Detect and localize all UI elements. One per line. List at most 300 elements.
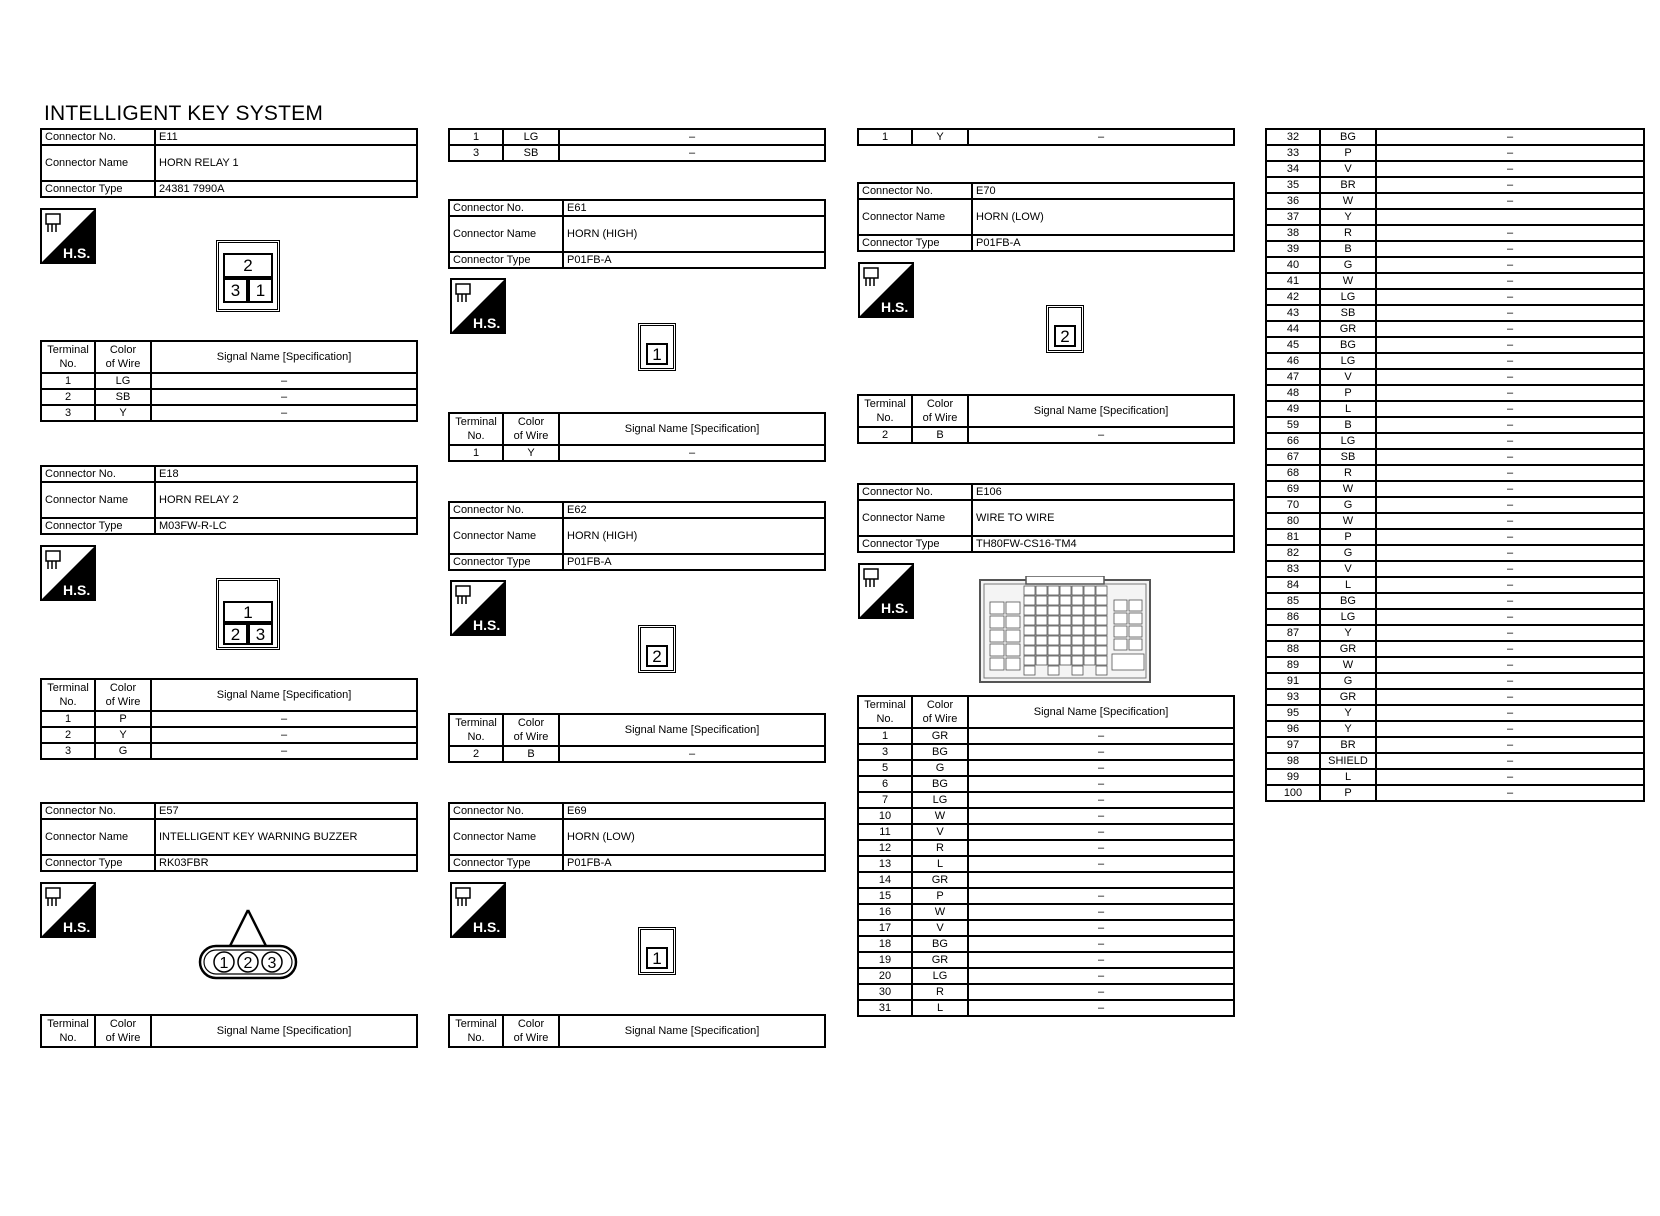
table-row: 1 LG – — [41, 373, 417, 389]
connector-type-value: 24381 7990A — [155, 181, 417, 197]
connector-name-label: Connector Name — [41, 145, 155, 181]
table-row — [1266, 401, 1644, 417]
terminal-table-e69-continued — [857, 128, 1235, 146]
wire-color-cell: BR — [1320, 737, 1376, 753]
svg-text:H.S.: H.S. — [473, 919, 501, 935]
wire-color-cell: L — [1320, 401, 1376, 417]
terminal-no-cell: 88 — [1266, 641, 1320, 657]
hs-icon — [450, 580, 506, 636]
terminal-no-cell: 91 — [1266, 673, 1320, 689]
wire-color-cell: R — [1320, 225, 1376, 241]
pin-cavity: 3 — [248, 623, 273, 645]
signal-name-cell: – — [1376, 561, 1644, 577]
wire-color-cell: G — [1320, 257, 1376, 273]
terminal-no-cell: 18 — [858, 936, 912, 952]
table-row — [1266, 145, 1644, 161]
color-header: Color of Wire — [95, 341, 151, 373]
terminal-no-cell: 84 — [1266, 577, 1320, 593]
table-row — [1266, 209, 1644, 225]
pin-cavity: 2 — [646, 645, 668, 667]
terminal-table-e57: Terminal No. Color of Wire Signal Name [Specification] — [40, 1014, 418, 1048]
wire-color-cell: P — [1320, 385, 1376, 401]
terminal-no-cell: 42 — [1266, 289, 1320, 305]
pin-cavity: 2 — [223, 253, 273, 278]
table-row: 2 B – — [449, 746, 825, 762]
svg-text:H.S.: H.S. — [63, 919, 91, 935]
wire-color-cell: B — [1320, 417, 1376, 433]
table-row — [858, 856, 1234, 872]
signal-name-cell: – — [1376, 449, 1644, 465]
table-row — [858, 968, 1234, 984]
signal-name-cell: – — [1376, 753, 1644, 769]
table-row: 3 SB – — [449, 145, 825, 161]
connector-no-value: E61 — [563, 200, 825, 216]
connector-face-e18 — [216, 578, 280, 650]
terminal-no-cell: 85 — [1266, 593, 1320, 609]
terminal-no-cell: 96 — [1266, 721, 1320, 737]
signal-name-cell: – — [968, 968, 1234, 984]
terminal-no-cell: 80 — [1266, 513, 1320, 529]
terminal-no-cell: 67 — [1266, 449, 1320, 465]
wire-color-cell: P — [912, 888, 968, 904]
connector-block-e106: Connector No. E106 Connector Name WIRE TO WIRE Connector Type TH80FW-CS16-TM4 — [857, 483, 1235, 553]
hs-icon — [40, 208, 96, 264]
pin-cavity: 1 — [219, 955, 229, 972]
wire-color-cell: LG — [912, 968, 968, 984]
wire-color-cell: V — [1320, 561, 1376, 577]
table-row — [1266, 353, 1644, 369]
pin-cavity: 2 — [243, 955, 253, 972]
table-row — [1266, 241, 1644, 257]
connector-type-value: RK03FBR — [155, 855, 417, 871]
signal-name-cell: – — [968, 840, 1234, 856]
connector-no-value: E70 — [972, 183, 1234, 199]
terminal-no-cell: 17 — [858, 920, 912, 936]
table-row — [1266, 417, 1644, 433]
connector-name-value: WIRE TO WIRE — [972, 500, 1234, 536]
signal-name-cell: – — [968, 984, 1234, 1000]
table-row — [858, 920, 1234, 936]
table-row: 3 Y – — [41, 405, 417, 421]
svg-text:H.S.: H.S. — [473, 315, 501, 331]
wire-color-cell: BG — [912, 936, 968, 952]
wire-color-cell: P — [1320, 145, 1376, 161]
connector-type-value: P01FB-A — [563, 554, 825, 570]
wire-color-cell: GR — [1320, 641, 1376, 657]
terminal-no-cell: 70 — [1266, 497, 1320, 513]
table-row: 2 B – — [858, 427, 1234, 443]
pin-cavity: 1 — [646, 343, 668, 365]
terminal-no-cell: 95 — [1266, 705, 1320, 721]
table-row — [1266, 449, 1644, 465]
terminal-no-cell: 19 — [858, 952, 912, 968]
signal-name-cell: – — [1376, 225, 1644, 241]
table-row — [1266, 785, 1644, 801]
connector-face-e57 — [196, 906, 300, 980]
table-row — [1266, 321, 1644, 337]
table-row — [858, 936, 1234, 952]
table-row — [1266, 161, 1644, 177]
terminal-no-cell: 100 — [1266, 785, 1320, 801]
signal-name-cell: – — [1376, 385, 1644, 401]
wire-color-cell: SB — [1320, 305, 1376, 321]
wire-color-cell: W — [912, 808, 968, 824]
signal-name-cell: – — [968, 888, 1234, 904]
table-row — [858, 760, 1234, 776]
terminal-no-cell: 43 — [1266, 305, 1320, 321]
svg-text:H.S.: H.S. — [881, 299, 909, 315]
terminal-no-cell: 34 — [1266, 161, 1320, 177]
wire-color-cell: L — [1320, 577, 1376, 593]
signal-name-cell: – — [1376, 353, 1644, 369]
terminal-no-cell: 39 — [1266, 241, 1320, 257]
terminal-no-cell: 82 — [1266, 545, 1320, 561]
signal-name-cell: – — [1376, 609, 1644, 625]
terminal-no-cell: 46 — [1266, 353, 1320, 369]
signal-name-cell: – — [1376, 433, 1644, 449]
signal-name-cell: – — [1376, 785, 1644, 801]
signal-name-cell: – — [1376, 513, 1644, 529]
table-row — [1266, 177, 1644, 193]
table-row — [858, 776, 1234, 792]
table-row — [858, 792, 1234, 808]
wire-color-cell: G — [1320, 497, 1376, 513]
table-row — [858, 808, 1234, 824]
signal-name-cell: – — [1376, 337, 1644, 353]
signal-name-cell: – — [1376, 401, 1644, 417]
signal-name-cell: – — [1376, 721, 1644, 737]
wire-color-cell: GR — [912, 952, 968, 968]
terminal-no-cell: 20 — [858, 968, 912, 984]
table-row — [1266, 193, 1644, 209]
signal-name-cell: – — [968, 856, 1234, 872]
signal-name-cell: – — [1376, 465, 1644, 481]
table-row — [1266, 769, 1644, 785]
signal-name-cell — [1376, 209, 1644, 225]
table-row — [858, 744, 1234, 760]
signal-name-cell: – — [1376, 625, 1644, 641]
signal-name-cell: – — [968, 744, 1234, 760]
terminal-no-cell: 68 — [1266, 465, 1320, 481]
terminal-no-cell: 41 — [1266, 273, 1320, 289]
terminal-no-cell: 93 — [1266, 689, 1320, 705]
terminal-no-cell: 89 — [1266, 657, 1320, 673]
svg-text:H.S.: H.S. — [63, 582, 91, 598]
terminal-no-cell: 3 — [858, 744, 912, 760]
wire-color-cell: R — [1320, 465, 1376, 481]
table-row — [1266, 529, 1644, 545]
wire-color-cell: LG — [1320, 609, 1376, 625]
connector-no-value: E18 — [155, 466, 417, 482]
connector-block-e57: Connector No. E57 Connector Name INTELLIGENT KEY WARNING BUZZER Connector Type RK03FBR — [40, 802, 418, 872]
wire-color-cell: GR — [912, 872, 968, 888]
connector-no-value: E11 — [155, 129, 417, 145]
wire-color-cell: W — [1320, 657, 1376, 673]
signal-name-cell: – — [1376, 673, 1644, 689]
connector-name-value: HORN (HIGH) — [563, 216, 825, 252]
signal-name-cell: – — [1376, 289, 1644, 305]
table-row — [1266, 129, 1644, 145]
connector-block-e61: Connector No. E61 Connector Name HORN (HIGH) Connector Type P01FB-A — [448, 199, 826, 269]
terminal-table-e57-continued — [448, 128, 826, 162]
signal-name-cell: – — [1376, 369, 1644, 385]
table-row: 1 Y – — [449, 445, 825, 461]
signal-name-cell — [968, 872, 1234, 888]
wire-color-cell: LG — [1320, 289, 1376, 305]
signal-name-cell: – — [968, 760, 1234, 776]
hs-icon — [450, 278, 506, 334]
terminal-no-cell: 7 — [858, 792, 912, 808]
terminal-no-cell: 59 — [1266, 417, 1320, 433]
connector-name-value: HORN RELAY 1 — [155, 145, 417, 181]
page-title: INTELLIGENT KEY SYSTEM — [44, 102, 324, 125]
table-row: 1 LG – — [449, 129, 825, 145]
terminal-table-e69: Terminal No. Color of Wire Signal Name [Specification] — [448, 1014, 826, 1048]
signal-name-cell: – — [968, 824, 1234, 840]
wire-color-cell: Y — [1320, 209, 1376, 225]
wire-color-cell: V — [1320, 369, 1376, 385]
wire-color-cell: Y — [1320, 721, 1376, 737]
connector-type-value: TH80FW-CS16-TM4 — [972, 536, 1234, 552]
wire-color-cell: V — [912, 920, 968, 936]
terminal-table-e11 — [40, 340, 418, 422]
terminal-no-header: Terminal No. — [41, 341, 95, 373]
connector-block-e70: Connector No. E70 Connector Name HORN (LOW) Connector Type P01FB-A — [857, 182, 1235, 252]
terminal-table-e106: Terminal No. Color of Wire Signal Name [Specification] 1 GR – 3 BG – 5 G – 6 BG – 7 LG – 10 W – 11 V – 12 R – 13 L – 14 GR 15 P – 16 W – 17 V – 18 BG – 19 GR – 20 LG – 30 R – 31 L – — [857, 695, 1235, 1017]
terminal-table-e106-continued — [1265, 128, 1645, 802]
table-row — [1266, 337, 1644, 353]
table-row — [858, 904, 1234, 920]
svg-text:H.S.: H.S. — [881, 600, 909, 616]
connector-name-value: INTELLIGENT KEY WARNING BUZZER — [155, 819, 417, 855]
terminal-no-cell: 38 — [1266, 225, 1320, 241]
signal-name-cell: – — [1376, 593, 1644, 609]
wire-color-cell: P — [1320, 785, 1376, 801]
wire-color-cell: V — [912, 824, 968, 840]
signal-name-cell: – — [1376, 737, 1644, 753]
signal-name-cell: – — [968, 808, 1234, 824]
table-row — [1266, 225, 1644, 241]
table-row — [1266, 481, 1644, 497]
signal-name-cell: – — [1376, 577, 1644, 593]
wire-color-cell: L — [912, 856, 968, 872]
wire-color-cell: LG — [912, 792, 968, 808]
table-row — [1266, 593, 1644, 609]
signal-name-cell: – — [968, 792, 1234, 808]
signal-name-cell: – — [1376, 417, 1644, 433]
connector-name-value: HORN (LOW) — [972, 199, 1234, 235]
table-row — [858, 840, 1234, 856]
signal-name-cell: – — [1376, 641, 1644, 657]
table-row — [1266, 577, 1644, 593]
wire-color-cell: B — [1320, 241, 1376, 257]
terminal-table-e62: Terminal No. Color of Wire Signal Name [Specification] 2 B – — [448, 713, 826, 763]
wire-color-cell: GR — [912, 728, 968, 744]
connector-name-value: HORN (HIGH) — [563, 518, 825, 554]
terminal-no-cell: 45 — [1266, 337, 1320, 353]
table-row — [858, 888, 1234, 904]
table-row — [858, 1000, 1234, 1016]
connector-face-e61 — [638, 323, 676, 371]
wire-color-cell: BG — [1320, 593, 1376, 609]
wire-color-cell: R — [912, 840, 968, 856]
hs-icon — [40, 882, 96, 938]
wire-color-cell: BR — [1320, 177, 1376, 193]
terminal-no-cell: 35 — [1266, 177, 1320, 193]
connector-type-value: P01FB-A — [563, 855, 825, 871]
signal-name-cell: – — [968, 1000, 1234, 1016]
pin-cavity: 1 — [223, 601, 273, 623]
terminal-no-cell: 97 — [1266, 737, 1320, 753]
wire-color-cell: Y — [1320, 705, 1376, 721]
table-row — [1266, 673, 1644, 689]
connector-no-label: Connector No. — [41, 129, 155, 145]
hs-icon — [450, 882, 506, 938]
signal-name-cell: – — [968, 728, 1234, 744]
table-row — [1266, 657, 1644, 673]
terminal-no-cell: 49 — [1266, 401, 1320, 417]
connector-block-e62: Connector No. E62 Connector Name HORN (HIGH) Connector Type P01FB-A — [448, 501, 826, 571]
connector-name-value: HORN RELAY 2 — [155, 482, 417, 518]
signal-name-cell: – — [1376, 657, 1644, 673]
table-row — [1266, 753, 1644, 769]
pin-cavity: 1 — [646, 947, 668, 969]
connector-name-value: HORN (LOW) — [563, 819, 825, 855]
wire-color-cell: LG — [1320, 353, 1376, 369]
table-row — [858, 872, 1234, 888]
pin-cavity: 3 — [267, 955, 277, 972]
table-row — [1266, 497, 1644, 513]
table-row — [1266, 257, 1644, 273]
wire-color-cell: W — [1320, 193, 1376, 209]
table-row: 1 Y – — [858, 129, 1234, 145]
terminal-no-cell: 47 — [1266, 369, 1320, 385]
hs-icon — [858, 262, 914, 318]
signal-name-cell: – — [1376, 257, 1644, 273]
terminal-no-cell: 11 — [858, 824, 912, 840]
hs-icon — [40, 545, 96, 601]
table-row — [1266, 465, 1644, 481]
connector-face-e70 — [1046, 305, 1084, 353]
svg-text:H.S.: H.S. — [63, 245, 91, 261]
connector-no-value: E69 — [563, 803, 825, 819]
connector-face-e69 — [638, 927, 676, 975]
connector-info-table — [40, 128, 418, 198]
table-row — [1266, 385, 1644, 401]
wire-color-cell: SHIELD — [1320, 753, 1376, 769]
table-row — [1266, 721, 1644, 737]
table-row — [1266, 625, 1644, 641]
terminal-no-cell: 10 — [858, 808, 912, 824]
terminal-no-cell: 69 — [1266, 481, 1320, 497]
signal-name-cell: – — [1376, 305, 1644, 321]
terminal-no-cell: 32 — [1266, 129, 1320, 145]
signal-name-cell: – — [1376, 545, 1644, 561]
signal-name-cell: – — [1376, 241, 1644, 257]
connector-no-value: E57 — [155, 803, 417, 819]
terminal-no-cell: 83 — [1266, 561, 1320, 577]
terminal-no-cell: 1 — [858, 728, 912, 744]
table-row — [858, 824, 1234, 840]
signal-name-cell: – — [1376, 177, 1644, 193]
table-row — [1266, 561, 1644, 577]
signal-name-cell: – — [968, 904, 1234, 920]
terminal-no-cell: 30 — [858, 984, 912, 1000]
terminal-no-cell: 36 — [1266, 193, 1320, 209]
wire-color-cell: V — [1320, 161, 1376, 177]
table-row — [858, 984, 1234, 1000]
connector-face-e106 — [978, 576, 1152, 684]
table-row: 3 G – — [41, 743, 417, 759]
wire-color-cell: G — [1320, 673, 1376, 689]
terminal-no-cell: 98 — [1266, 753, 1320, 769]
table-row — [1266, 737, 1644, 753]
table-row — [1266, 689, 1644, 705]
wire-color-cell: W — [1320, 481, 1376, 497]
signal-name-cell: – — [968, 920, 1234, 936]
table-row: 2 SB – — [41, 389, 417, 405]
table-row — [1266, 289, 1644, 305]
connector-face-e11 — [216, 240, 280, 312]
terminal-no-cell: 13 — [858, 856, 912, 872]
connector-type-value: P01FB-A — [563, 252, 825, 268]
pin-cavity: 1 — [248, 278, 273, 303]
connector-block-e69: Connector No. E69 Connector Name HORN (LOW) Connector Type P01FB-A — [448, 802, 826, 872]
wire-color-cell: BG — [1320, 129, 1376, 145]
terminal-no-cell: 6 — [858, 776, 912, 792]
signal-name-cell: – — [1376, 769, 1644, 785]
wire-color-cell: G — [912, 760, 968, 776]
wire-color-cell: W — [1320, 513, 1376, 529]
wire-color-cell: W — [912, 904, 968, 920]
wire-color-cell: BG — [1320, 337, 1376, 353]
signal-name-cell: – — [1376, 129, 1644, 145]
signal-name-cell: – — [1376, 145, 1644, 161]
signal-name-cell: – — [1376, 529, 1644, 545]
wire-color-cell: L — [912, 1000, 968, 1016]
svg-text:H.S.: H.S. — [473, 617, 501, 633]
signal-name-cell: – — [1376, 321, 1644, 337]
terminal-no-cell: 37 — [1266, 209, 1320, 225]
wire-color-cell: BG — [912, 776, 968, 792]
signal-name-cell: – — [1376, 689, 1644, 705]
wire-color-cell: L — [1320, 769, 1376, 785]
table-row — [1266, 545, 1644, 561]
wire-color-cell: P — [1320, 529, 1376, 545]
connector-type-label: Connector Type — [41, 181, 155, 197]
wire-color-cell: Y — [1320, 625, 1376, 641]
table-row: 1 P – — [41, 711, 417, 727]
wire-color-cell: GR — [1320, 321, 1376, 337]
terminal-table-e61: Terminal No. Color of Wire Signal Name [Specification] 1 Y – — [448, 412, 826, 462]
terminal-no-cell: 16 — [858, 904, 912, 920]
connector-face-e62 — [638, 625, 676, 673]
terminal-no-cell: 87 — [1266, 625, 1320, 641]
terminal-no-cell: 81 — [1266, 529, 1320, 545]
pin-cavity: 2 — [1054, 325, 1076, 347]
signal-name-cell: – — [968, 776, 1234, 792]
table-row — [1266, 273, 1644, 289]
table-row — [858, 952, 1234, 968]
signal-header: Signal Name [Specification] — [151, 341, 417, 373]
connector-no-value: E106 — [972, 484, 1234, 500]
terminal-no-cell: 99 — [1266, 769, 1320, 785]
terminal-no-cell: 86 — [1266, 609, 1320, 625]
table-row — [1266, 305, 1644, 321]
terminal-no-cell: 31 — [858, 1000, 912, 1016]
signal-name-cell: – — [1376, 497, 1644, 513]
terminal-no-cell: 40 — [1266, 257, 1320, 273]
